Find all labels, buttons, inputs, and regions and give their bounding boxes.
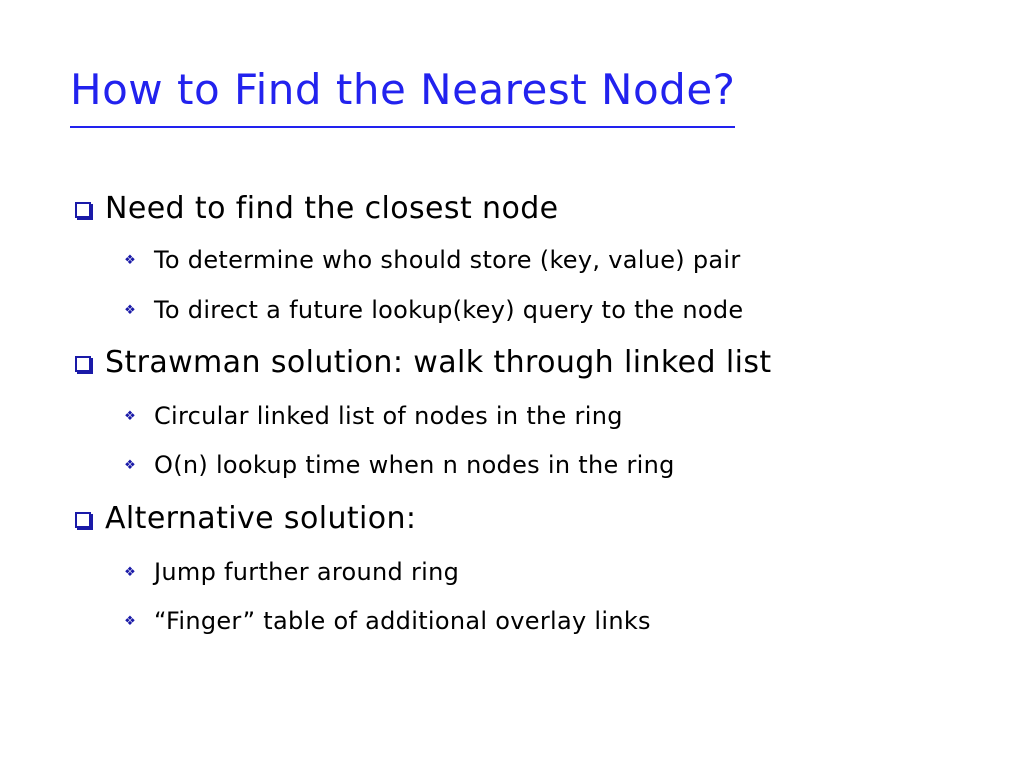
sub-bullet-text: “Finger” table of additional overlay links — [154, 607, 651, 635]
sub-bullet-item — [124, 447, 675, 483]
sub-bullet-item — [124, 292, 743, 328]
sub-bullet-text: O(n) lookup time when n nodes in the ring — [154, 451, 675, 479]
hollow-square-bullet-icon — [75, 356, 91, 372]
sub-bullet-text: To direct a future lookup(key) query to the node — [154, 296, 744, 324]
sub-bullet-text: Jump further around ring — [154, 558, 460, 586]
sub-bullet-item — [124, 398, 623, 434]
hollow-square-bullet-icon — [75, 202, 91, 218]
sub-bullet-text: Circular linked list of nodes in the ring — [154, 402, 623, 430]
sub-bullet-text: To determine who should store (key, value) pair — [154, 246, 741, 274]
bullet-text: Alternative solution: — [105, 501, 417, 536]
slide-title: How to Find the Nearest Node? — [70, 54, 735, 128]
bullet-text: Need to find the closest node — [105, 191, 559, 226]
four-diamond-bullet-icon: ❖ — [124, 457, 136, 473]
hollow-square-bullet-icon — [75, 512, 91, 528]
four-diamond-bullet-icon: ❖ — [124, 564, 136, 580]
sub-bullet-item — [124, 603, 651, 639]
bullet-item — [75, 496, 416, 542]
four-diamond-bullet-icon: ❖ — [124, 252, 136, 268]
sub-bullet-item — [124, 554, 459, 590]
four-diamond-bullet-icon: ❖ — [124, 613, 136, 629]
bullet-item — [75, 340, 772, 386]
four-diamond-bullet-icon: ❖ — [124, 408, 136, 424]
bullet-item — [75, 186, 559, 232]
four-diamond-bullet-icon: ❖ — [124, 302, 136, 318]
sub-bullet-item — [124, 242, 741, 278]
bullet-text: Strawman solution: walk through linked list — [105, 345, 772, 380]
